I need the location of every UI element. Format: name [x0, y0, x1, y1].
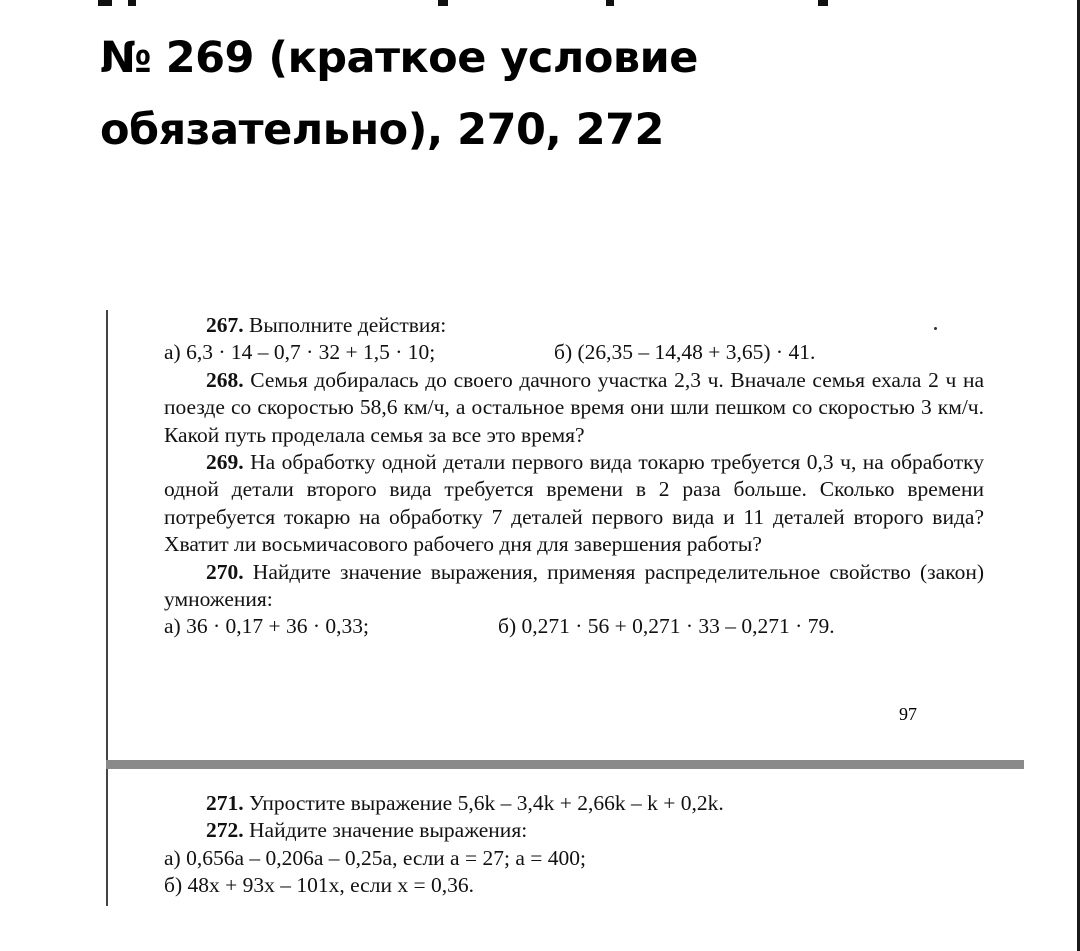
problem-267-number: 267.	[206, 313, 244, 337]
problem-270	[164, 559, 984, 614]
textbook-page-97	[164, 312, 984, 641]
problem-270-number: 270.	[206, 559, 244, 584]
problem-270-parts	[164, 613, 984, 640]
problem-271-number: 271.	[206, 791, 244, 815]
problem-267-title: Выполните действия:	[243, 313, 447, 337]
problem-272-a: а) 0,656a – 0,206a – 0,25a, если a = 27; a = 400;	[164, 845, 586, 870]
problem-271-text: Упростите выражение 5,6k – 3,4k + 2,66k – k + 0,2k.	[243, 791, 724, 815]
heading-line-2: обязательно), 270, 272	[100, 105, 664, 155]
problem-272-number: 272.	[206, 818, 244, 843]
textbook-page-98	[164, 790, 984, 900]
problem-268-number: 268.	[206, 367, 244, 392]
problem-272	[164, 817, 984, 844]
problem-269-text: На обработку одной детали первого вида токарю требуется 0,3 ч, на обработку одной детали второго вида требуется времени в 2 раза больше. Сколько времени потребуется токарю на обработку 7 деталей первого вида и 11 деталей второго вида? Хватит ли восьмичасового рабочего дня для завершения работы?	[164, 450, 984, 557]
textbook-scan	[106, 310, 1024, 910]
problem-269	[164, 449, 984, 559]
page-divider	[106, 760, 1024, 769]
problem-272-b: б) 48x + 93x – 101x, если x = 0,36.	[164, 873, 474, 898]
page-number: 97	[899, 704, 917, 724]
problem-268-text: Семья добиралась до своего дачного участка 2,3 ч. Вначале семья ехала 2 ч на поезде со скоростью 58,6 км/ч, а остальное время они шли пешком со скоростью 3 км/ч. Какой путь проделала семья за все это время?	[164, 367, 984, 447]
problem-267	[164, 312, 984, 339]
problem-269-number: 269.	[206, 450, 244, 475]
heading-line-1: № 269 (краткое условие	[100, 33, 698, 83]
problem-270-b: б) 0,271 · 56 + 0,271 · 33 – 0,271 · 79.	[498, 614, 835, 639]
scan-left-edge	[106, 310, 108, 906]
problem-267-b: б) (26,35 – 14,48 + 3,65) · 41.	[554, 340, 816, 365]
assignment-heading	[100, 22, 1000, 166]
cropped-text-remnant	[0, 0, 1080, 8]
problem-270-text: Найдите значение выражения, применяя распределительное свойство (закон) умножения:	[164, 559, 984, 612]
problem-271	[164, 790, 984, 817]
problem-270-a: а) 36 · 0,17 + 36 · 0,33;	[164, 614, 369, 639]
problem-267-a: а) 6,3 · 14 – 0,7 · 32 + 1,5 · 10;	[164, 340, 436, 365]
problem-267-parts	[164, 339, 984, 366]
problem-268	[164, 367, 984, 449]
problem-272-title: Найдите значение выражения:	[243, 818, 528, 843]
